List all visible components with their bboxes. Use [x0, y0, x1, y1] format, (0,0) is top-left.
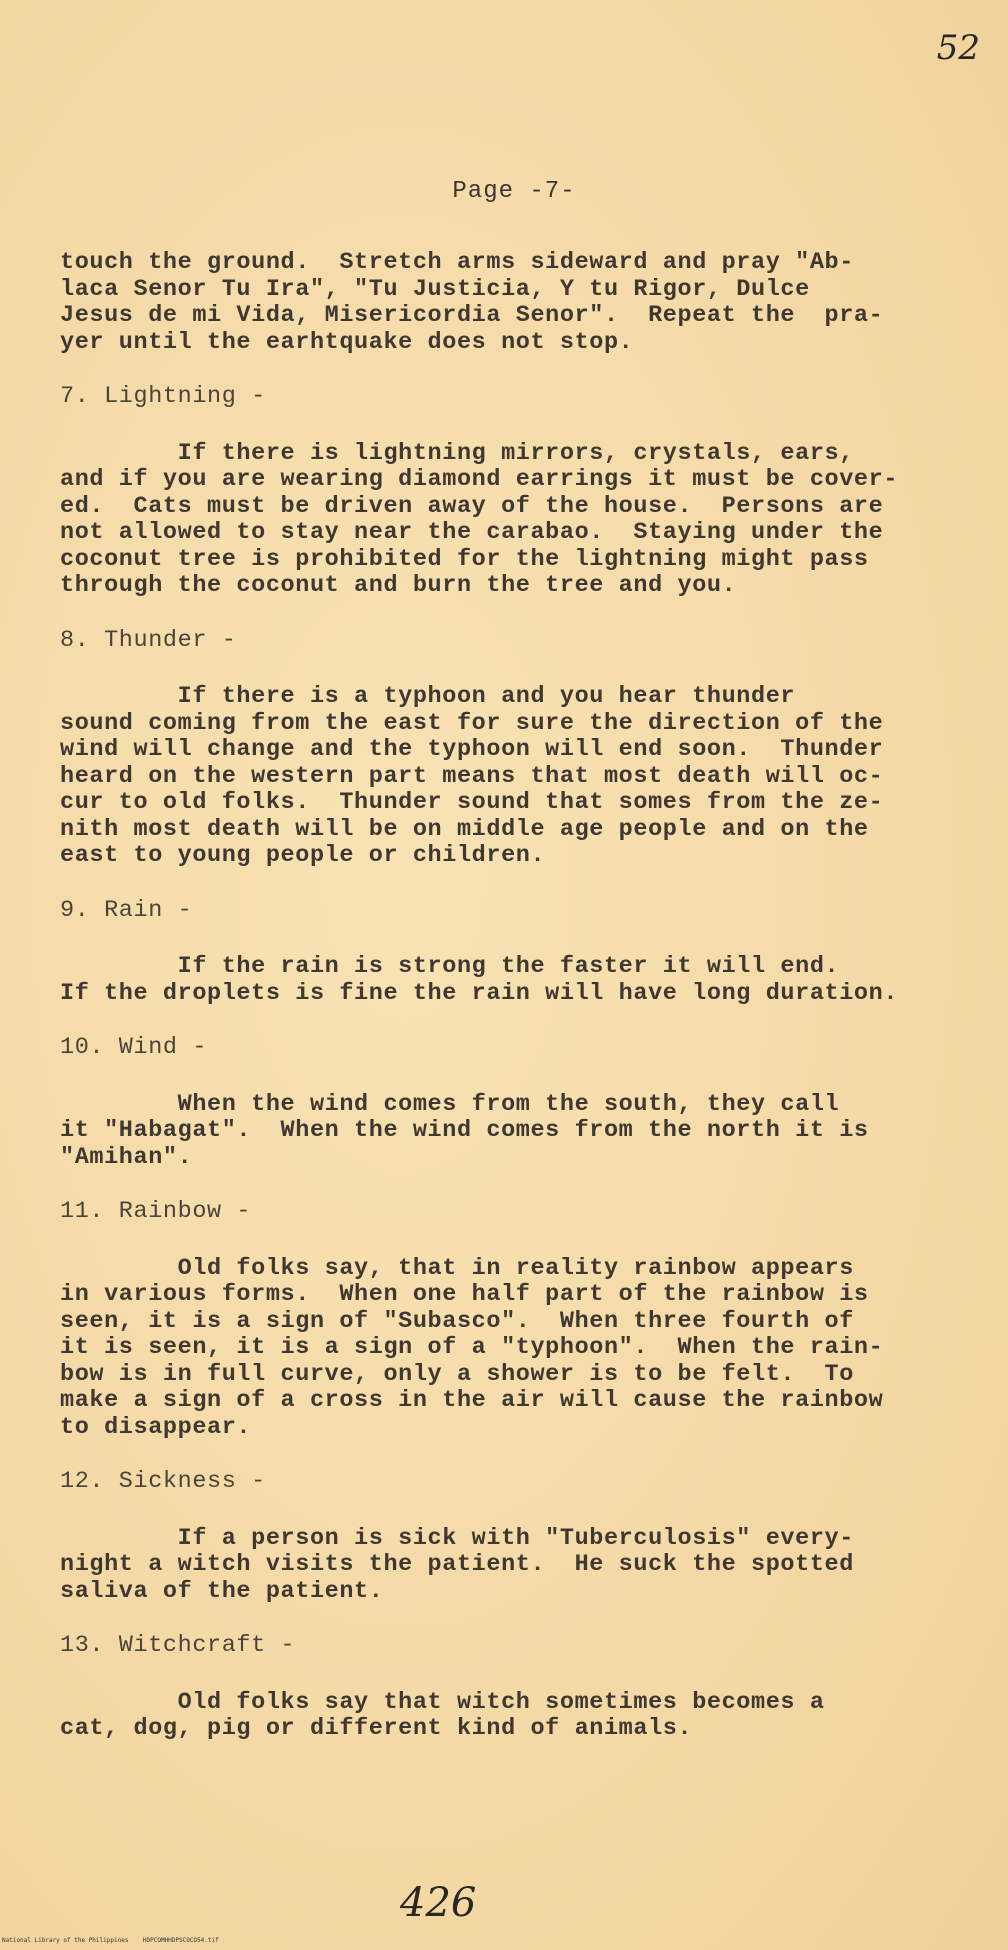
text-line: wind will change and the typhoon will end soon. Thunder — [60, 736, 884, 763]
text-line: heard on the western part means that most death will oc- — [60, 762, 884, 790]
text-line: make a sign of a cross in the air will cause the rainbow — [60, 1387, 884, 1414]
text-line: in various forms. When one half part of the rainbow is — [60, 1281, 869, 1308]
section-heading: 13. Witchcraft - — [60, 1632, 296, 1659]
page-header: Page -7- — [452, 178, 576, 205]
folio-number: 52 — [936, 28, 980, 68]
text-line: If the droplets is fine the rain will have long duration. — [60, 979, 899, 1007]
document-body — [60, 250, 960, 1743]
text-line: Old folks say, that in reality rainbow appears — [60, 1254, 854, 1282]
text-line: night a witch visits the patient. He suck the spotted — [60, 1551, 854, 1578]
text-line: "Amihan". — [60, 1143, 193, 1171]
section-witchcraft — [60, 1633, 960, 1743]
text-line: saliva of the patient. — [60, 1577, 384, 1605]
text-line: and if you are wearing diamond earrings it must be cover- — [60, 466, 899, 493]
text-line: nith most death will be on middle age people and on the — [60, 815, 869, 843]
text-line: through the coconut and burn the tree and you. — [60, 572, 737, 599]
text-line: ed. Cats must be driven away of the house. Persons are — [60, 492, 884, 520]
text-line: it is seen, it is a sign of a "typhoon". When the rain- — [60, 1334, 884, 1361]
section-rainbow — [60, 1199, 960, 1441]
text-line: If the rain is strong the faster it will end. — [60, 953, 840, 980]
section-heading: 10. Wind - — [60, 1034, 208, 1061]
text-line: Jesus de mi Vida, Misericordia Senor". Repeat the pra- — [60, 302, 884, 329]
text-line: touch the ground. Stretch arms sideward and pray "Ab- — [60, 249, 854, 276]
text-line: east to young people or children. — [60, 842, 546, 869]
text-line: laca Senor Tu Ira", "Tu Justicia, Y tu Rigor, Dulce — [60, 275, 810, 303]
section-lightning — [60, 384, 960, 600]
section-thunder — [60, 628, 960, 870]
text-line: seen, it is a sign of "Subasco". When three fourth of — [60, 1307, 854, 1335]
text-line: it "Habagat". When the wind comes from the north it is — [60, 1117, 869, 1144]
text-line: to disappear. — [60, 1413, 252, 1441]
text-line: not allowed to stay near the carabao. Staying under the — [60, 519, 884, 546]
text-line: coconut tree is prohibited for the lightning might pass — [60, 545, 869, 573]
intro-paragraph — [60, 250, 960, 356]
text-line: yer until the earhtquake does not stop. — [60, 328, 634, 356]
text-line: sound coming from the east for sure the direction of the — [60, 709, 884, 737]
section-wind — [60, 1035, 960, 1171]
text-line: If a person is sick with "Tuberculosis" every- — [60, 1524, 854, 1552]
section-heading: 11. Rainbow - — [60, 1198, 252, 1225]
handwritten-page-number: 426 — [400, 1880, 477, 1926]
section-heading: 8. Thunder - — [60, 626, 237, 654]
section-heading: 7. Lightning - — [60, 383, 266, 410]
text-line: cat, dog, pig or different kind of animals. — [60, 1715, 693, 1742]
section-sickness — [60, 1469, 960, 1605]
text-line: When the wind comes from the south, they call — [60, 1090, 840, 1118]
section-heading: 9. Rain - — [60, 896, 193, 924]
section-rain — [60, 898, 960, 1008]
text-line: cur to old folks. Thunder sound that somes from the ze- — [60, 789, 884, 816]
text-line: If there is a typhoon and you hear thunder — [60, 683, 796, 710]
archive-caption: National Library of the Philippines HDPCOMHHDPSCOCO54.tif — [2, 1937, 219, 1944]
section-heading: 12. Sickness - — [60, 1468, 266, 1495]
text-line: Old folks say that witch sometimes becomes a — [60, 1688, 825, 1716]
text-line: If there is lightning mirrors, crystals, ears, — [60, 439, 854, 467]
text-line: bow is in full curve, only a shower is to be felt. To — [60, 1360, 854, 1388]
